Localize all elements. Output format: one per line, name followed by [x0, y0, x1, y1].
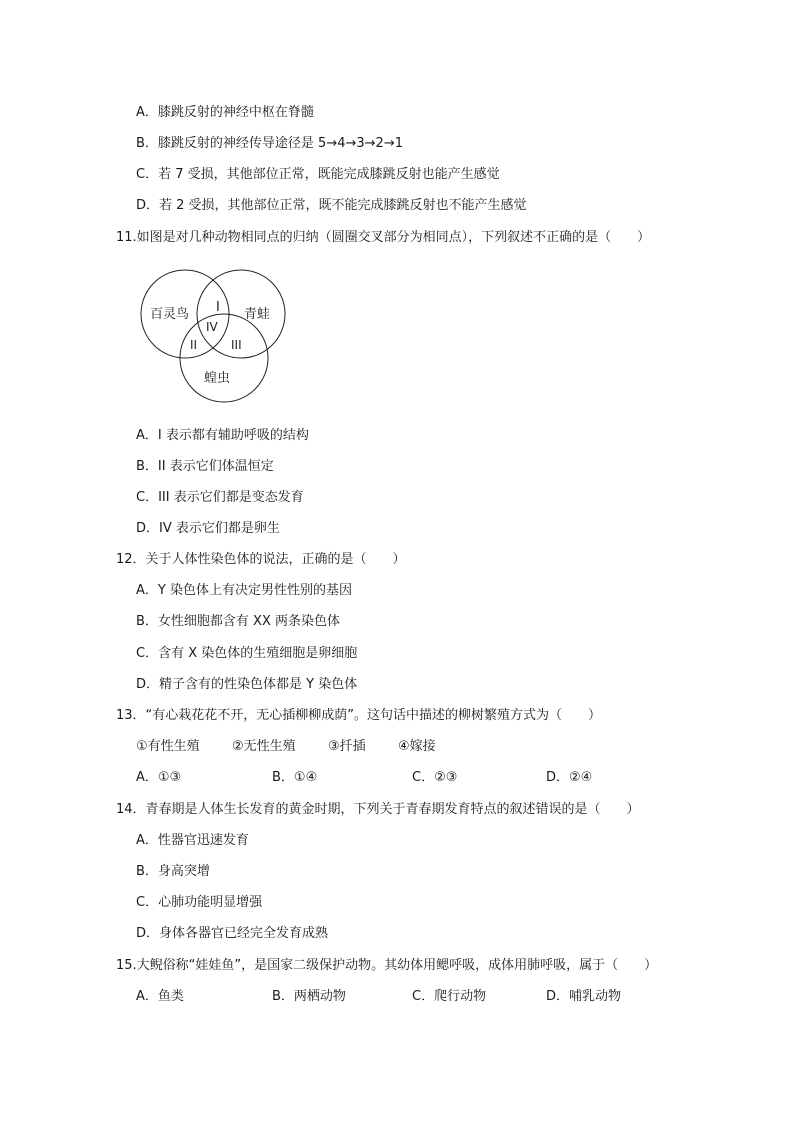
q13-stem: 13．“有心栽花花不开，无心插柳柳成荫”。这句话中描述的柳树繁殖方式为（ ） [116, 708, 602, 723]
q13-item: ②无性生殖 [232, 739, 296, 754]
q15-option-d: D．哺乳动物 [546, 989, 622, 1004]
q14-option-a: A．性器官迅速发育 [136, 833, 249, 848]
q11-option-d: D．IV 表示它们都是卵生 [136, 521, 280, 536]
q13-option-a: A．①③ [136, 770, 182, 785]
q10-option-a: A．膝跳反射的神经中枢在脊髓 [136, 105, 314, 120]
venn-region-iv: IV [206, 320, 218, 334]
q13-option-d: D．②④ [546, 770, 593, 785]
q15-option-c: C．爬行动物 [412, 989, 487, 1004]
q13-item: ④嫁接 [398, 739, 436, 754]
q15-stem: 15.大鲵俗称“娃娃鱼”，是国家二级保护动物。其幼体用鳃呼吸，成体用肺呼吸，属于（ ） [116, 958, 658, 973]
q10-option-b: B．膝跳反射的神经传导途径是 5→4→3→2→1 [136, 136, 403, 151]
q11-option-b: B．II 表示它们体温恒定 [136, 459, 274, 474]
q12-option-a: A．Y 染色体上有决定男性性别的基因 [136, 583, 352, 598]
venn-region-iii: III [231, 338, 242, 352]
q11-option-a: A．I 表示都有辅助呼吸的结构 [136, 428, 309, 443]
q10-option-d: D．若 2 受损，其他部位正常，既不能完成膝跳反射也不能产生感觉 [136, 198, 527, 213]
venn-label-bird: 百灵鸟 [150, 307, 190, 322]
q11-stem: 11.如图是对几种动物相同点的归纳（圆圈交叉部分为相同点），下列叙述不正确的是（ ） [116, 230, 651, 245]
q12-option-d: D．精子含有的性染色体都是 Y 染色体 [136, 677, 358, 692]
q15-option-a: A．鱼类 [136, 989, 184, 1004]
q12-stem: 12．关于人体性染色体的说法，正确的是（ ） [116, 552, 406, 567]
q13-option-b: B．①④ [272, 770, 318, 785]
q10-option-c: C．若 7 受损，其他部位正常，既能完成膝跳反射也能产生感觉 [136, 167, 500, 182]
q13-item: ①有性生殖 [136, 739, 200, 754]
q14-option-b: B．身高突增 [136, 864, 210, 879]
q12-option-b: B．女性细胞都含有 XX 两条染色体 [136, 614, 340, 629]
venn-region-i: I [216, 300, 220, 315]
venn-label-locust: 蝗虫 [204, 371, 231, 386]
venn-circle-locust [180, 314, 268, 402]
q14-option-c: C．心肺功能明显增强 [136, 895, 263, 910]
q14-option-d: D．身体各器官已经完全发育成熟 [136, 926, 329, 941]
q12-option-c: C．含有 X 染色体的生殖细胞是卵细胞 [136, 646, 358, 661]
q13-item: ③扦插 [328, 739, 366, 754]
q11-option-c: C．III 表示它们都是变态发育 [136, 490, 304, 505]
q15-option-b: B．两栖动物 [272, 989, 346, 1004]
venn-label-frog: 青蛙 [244, 307, 271, 322]
venn-region-ii: II [190, 338, 198, 352]
q14-stem: 14．青春期是人体生长发育的黄金时期，下列关于青春期发育特点的叙述错误的是（ ） [116, 802, 640, 817]
venn-diagram [130, 258, 300, 408]
q13-option-c: C．②③ [412, 770, 458, 785]
